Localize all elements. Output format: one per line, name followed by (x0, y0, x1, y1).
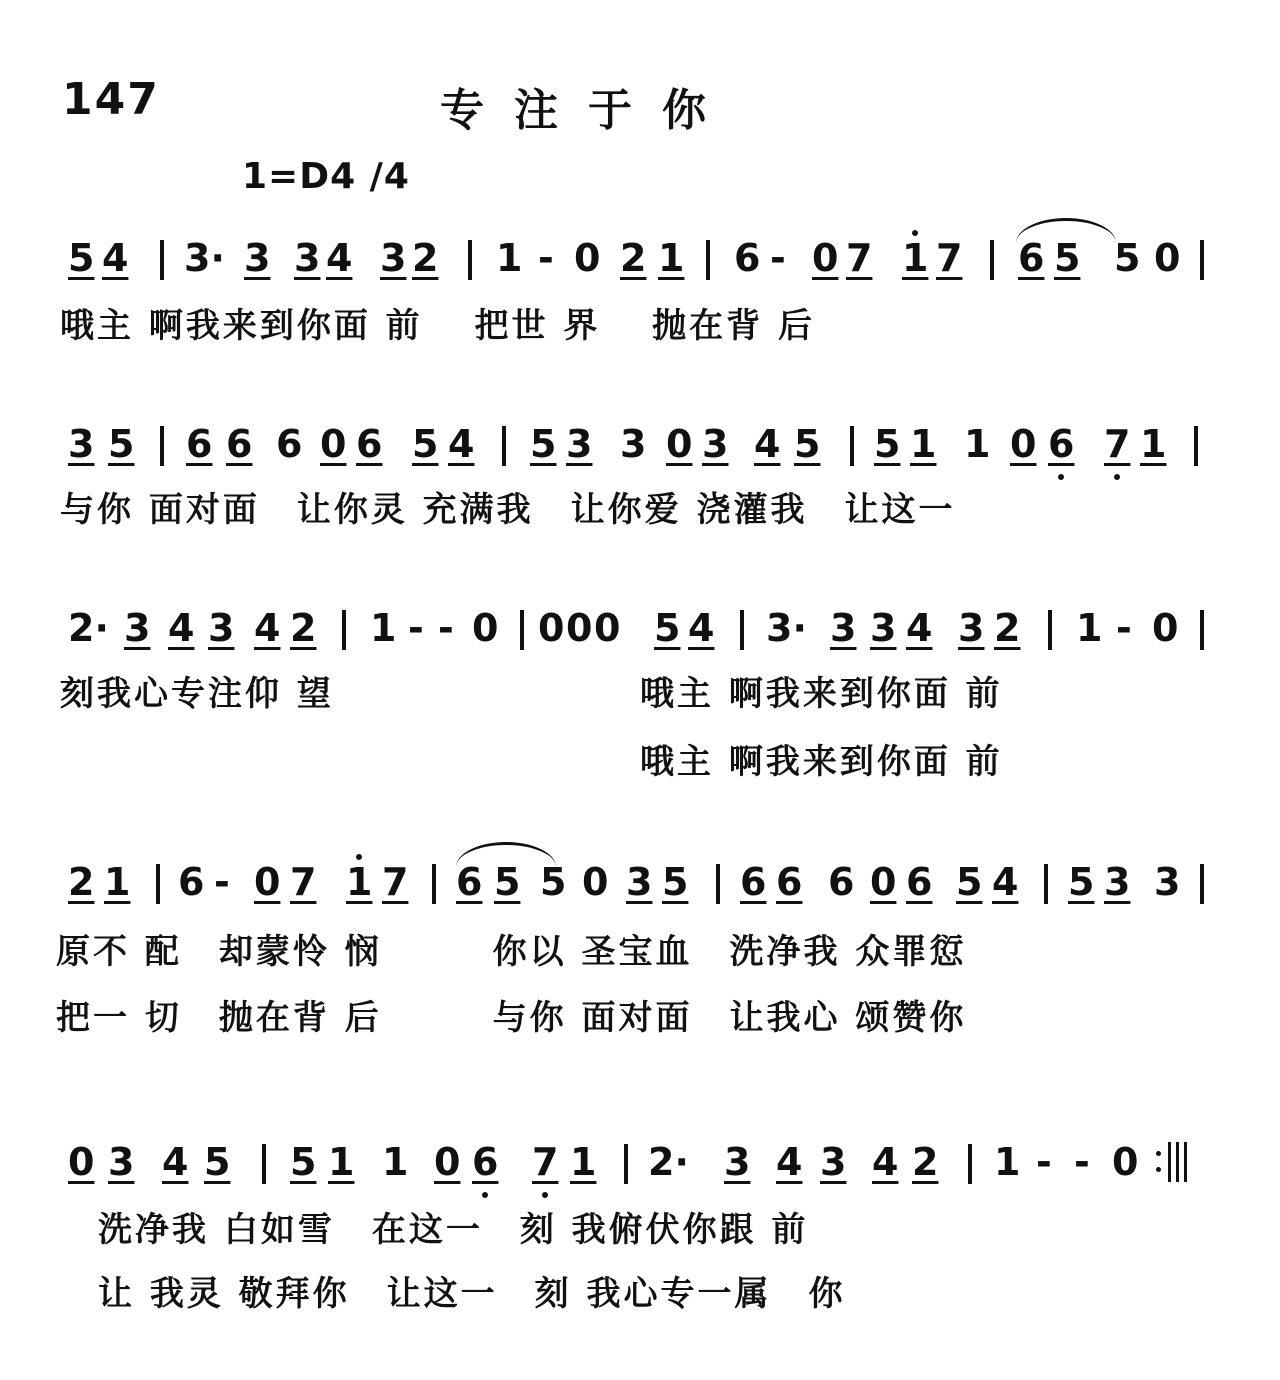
note: 2 (912, 1140, 939, 1184)
note: 0 (566, 606, 593, 650)
bar-line (740, 610, 744, 650)
note-low: 7 (1104, 422, 1131, 466)
note: 0 (1154, 236, 1181, 280)
note: 5 (290, 1140, 317, 1184)
note: 5 (662, 860, 689, 904)
note: 4 (688, 606, 715, 650)
note: 0 (594, 606, 621, 650)
note: 3 (820, 1140, 847, 1184)
note: 5 (1068, 860, 1095, 904)
note: 5 (654, 606, 681, 650)
note-low: 7 (532, 1140, 559, 1184)
note: 3 (626, 860, 653, 904)
key-signature: 1=D4 /4 (242, 156, 410, 197)
note: 3· (184, 236, 225, 280)
bar-line (624, 1144, 628, 1184)
note: - (538, 236, 554, 280)
lyric-line: 原不 配 却蒙怜 悯 你以 圣宝血 洗净我 众罪愆 (56, 932, 967, 972)
note: 7 (290, 860, 317, 904)
note: 3 (124, 606, 151, 650)
note: 4 (162, 1140, 189, 1184)
note: 3 (830, 606, 857, 650)
note: 3 (244, 236, 271, 280)
note-high: 1 (902, 236, 929, 280)
note: 5 (68, 236, 95, 280)
bar-line (1048, 610, 1052, 650)
note: 4 (754, 422, 781, 466)
bar-line (716, 864, 720, 904)
note: 1 (658, 236, 685, 280)
note: 7 (382, 860, 409, 904)
lyric-line: 刻我心专注仰 望 (60, 674, 334, 714)
lyric-line: 洗净我 白如雪 在这一 刻 我俯伏你跟 前 (98, 1210, 809, 1250)
note: 0 (812, 236, 839, 280)
note-low: 6 (1048, 422, 1075, 466)
note: 5 (494, 860, 521, 904)
note: 4 (906, 606, 933, 650)
note: 3 (724, 1140, 751, 1184)
note: 7 (846, 236, 873, 280)
note: 4 (102, 236, 129, 280)
note: 6 (740, 860, 767, 904)
note: 0 (666, 422, 693, 466)
note: 2· (68, 606, 109, 650)
lyric-line: 让 我灵 敬拜你 让这一 刻 我心专一属 你 (98, 1274, 846, 1314)
note: 5 (1114, 236, 1141, 280)
music-line-3 (64, 592, 1214, 652)
note: 5 (794, 422, 821, 466)
note: 4 (326, 236, 353, 280)
note: 1 (1140, 422, 1167, 466)
note: 6 (178, 860, 205, 904)
note: 6 (226, 422, 253, 466)
note: 3 (566, 422, 593, 466)
note: 5 (1054, 236, 1081, 280)
note: 3 (958, 606, 985, 650)
note: 0 (472, 606, 499, 650)
repeat-end-sign (1164, 1142, 1190, 1182)
note: 1 (964, 422, 991, 466)
music-line-1 (64, 222, 1214, 282)
note: - (408, 606, 424, 650)
lyric-line: 把一 切 抛在背 后 与你 面对面 让我心 颂赞你 (56, 998, 967, 1038)
note: - (214, 860, 230, 904)
note: 0 (574, 236, 601, 280)
note: 6 (186, 422, 213, 466)
note: 0 (254, 860, 281, 904)
note: 1 (570, 1140, 597, 1184)
note: 1 (910, 422, 937, 466)
note: 1 (370, 606, 397, 650)
note: 5 (530, 422, 557, 466)
song-title: 专注于你 (440, 85, 736, 136)
lyric-line: 哦主 啊我来到你面 前 (640, 674, 1003, 714)
note: 6 (906, 860, 933, 904)
note: 5 (412, 422, 439, 466)
note: 6 (776, 860, 803, 904)
note: 6 (1018, 236, 1045, 280)
note: 0 (320, 422, 347, 466)
note: 3 (208, 606, 235, 650)
bar-line (1194, 426, 1198, 466)
note: 1 (496, 236, 523, 280)
note: 1 (1076, 606, 1103, 650)
note: 0 (582, 860, 609, 904)
note: 3 (1154, 860, 1181, 904)
note: 3 (108, 1140, 135, 1184)
bar-line (706, 240, 710, 280)
note: 6 (456, 860, 483, 904)
bar-line (520, 610, 524, 650)
note: 0 (1010, 422, 1037, 466)
note: 2 (994, 606, 1021, 650)
lyric-line: 与你 面对面 让你灵 充满我 让你爱 浇灌我 让这一 (60, 490, 956, 530)
note: 1 (994, 1140, 1021, 1184)
note: 1 (328, 1140, 355, 1184)
note: 2 (412, 236, 439, 280)
note: 0 (538, 606, 565, 650)
note-high: 1 (346, 860, 373, 904)
music-line-5 (64, 1126, 1214, 1186)
note: 0 (1152, 606, 1179, 650)
note: 5 (956, 860, 983, 904)
bar-line (502, 426, 506, 466)
note: 2 (620, 236, 647, 280)
note: - (438, 606, 454, 650)
note: 3 (380, 236, 407, 280)
bar-line (160, 240, 164, 280)
note: 6 (828, 860, 855, 904)
note: - (770, 236, 786, 280)
note: 0 (1112, 1140, 1139, 1184)
note: 1 (104, 860, 131, 904)
note: 5 (874, 422, 901, 466)
note: 3 (1104, 860, 1131, 904)
note: 3 (294, 236, 321, 280)
bar-line (850, 426, 854, 466)
bar-line (1044, 864, 1048, 904)
note: 6 (734, 236, 761, 280)
note: 0 (870, 860, 897, 904)
note: 5 (540, 860, 567, 904)
note: 2 (290, 606, 317, 650)
bar-line (262, 1144, 266, 1184)
note: 3 (68, 422, 95, 466)
bar-line (990, 240, 994, 280)
note: 7 (936, 236, 963, 280)
lyric-line: 哦主 啊我来到你面 前 把世 界 抛在背 后 (60, 306, 816, 346)
bar-line (468, 240, 472, 280)
bar-line (160, 426, 164, 466)
note: 6 (276, 422, 303, 466)
note: 5 (108, 422, 135, 466)
note: - (1116, 606, 1132, 650)
note: 4 (872, 1140, 899, 1184)
note: 2· (648, 1140, 689, 1184)
note: 0 (434, 1140, 461, 1184)
bar-line (342, 610, 346, 650)
note: 4 (776, 1140, 803, 1184)
note-low: 6 (472, 1140, 499, 1184)
note: 3 (620, 422, 647, 466)
lyric-line: 哦主 啊我来到你面 前 (640, 742, 1003, 782)
music-line-4 (64, 846, 1214, 906)
note: 4 (168, 606, 195, 650)
note: 6 (356, 422, 383, 466)
note: 3 (702, 422, 729, 466)
note: 1 (382, 1140, 409, 1184)
note: 4 (992, 860, 1019, 904)
note: 5 (204, 1140, 231, 1184)
note: 2 (68, 860, 95, 904)
note: - (1036, 1140, 1052, 1184)
bar-line (1200, 610, 1204, 650)
hymn-number: 147 (62, 74, 160, 125)
note: 3· (766, 606, 807, 650)
music-line-2 (64, 408, 1214, 468)
note: - (1074, 1140, 1090, 1184)
bar-line (968, 1144, 972, 1184)
bar-line (1200, 240, 1204, 280)
bar-line (1200, 864, 1204, 904)
note: 0 (68, 1140, 95, 1184)
note: 4 (448, 422, 475, 466)
note: 3 (870, 606, 897, 650)
bar-line (432, 864, 436, 904)
bar-line (156, 864, 160, 904)
note: 4 (254, 606, 281, 650)
